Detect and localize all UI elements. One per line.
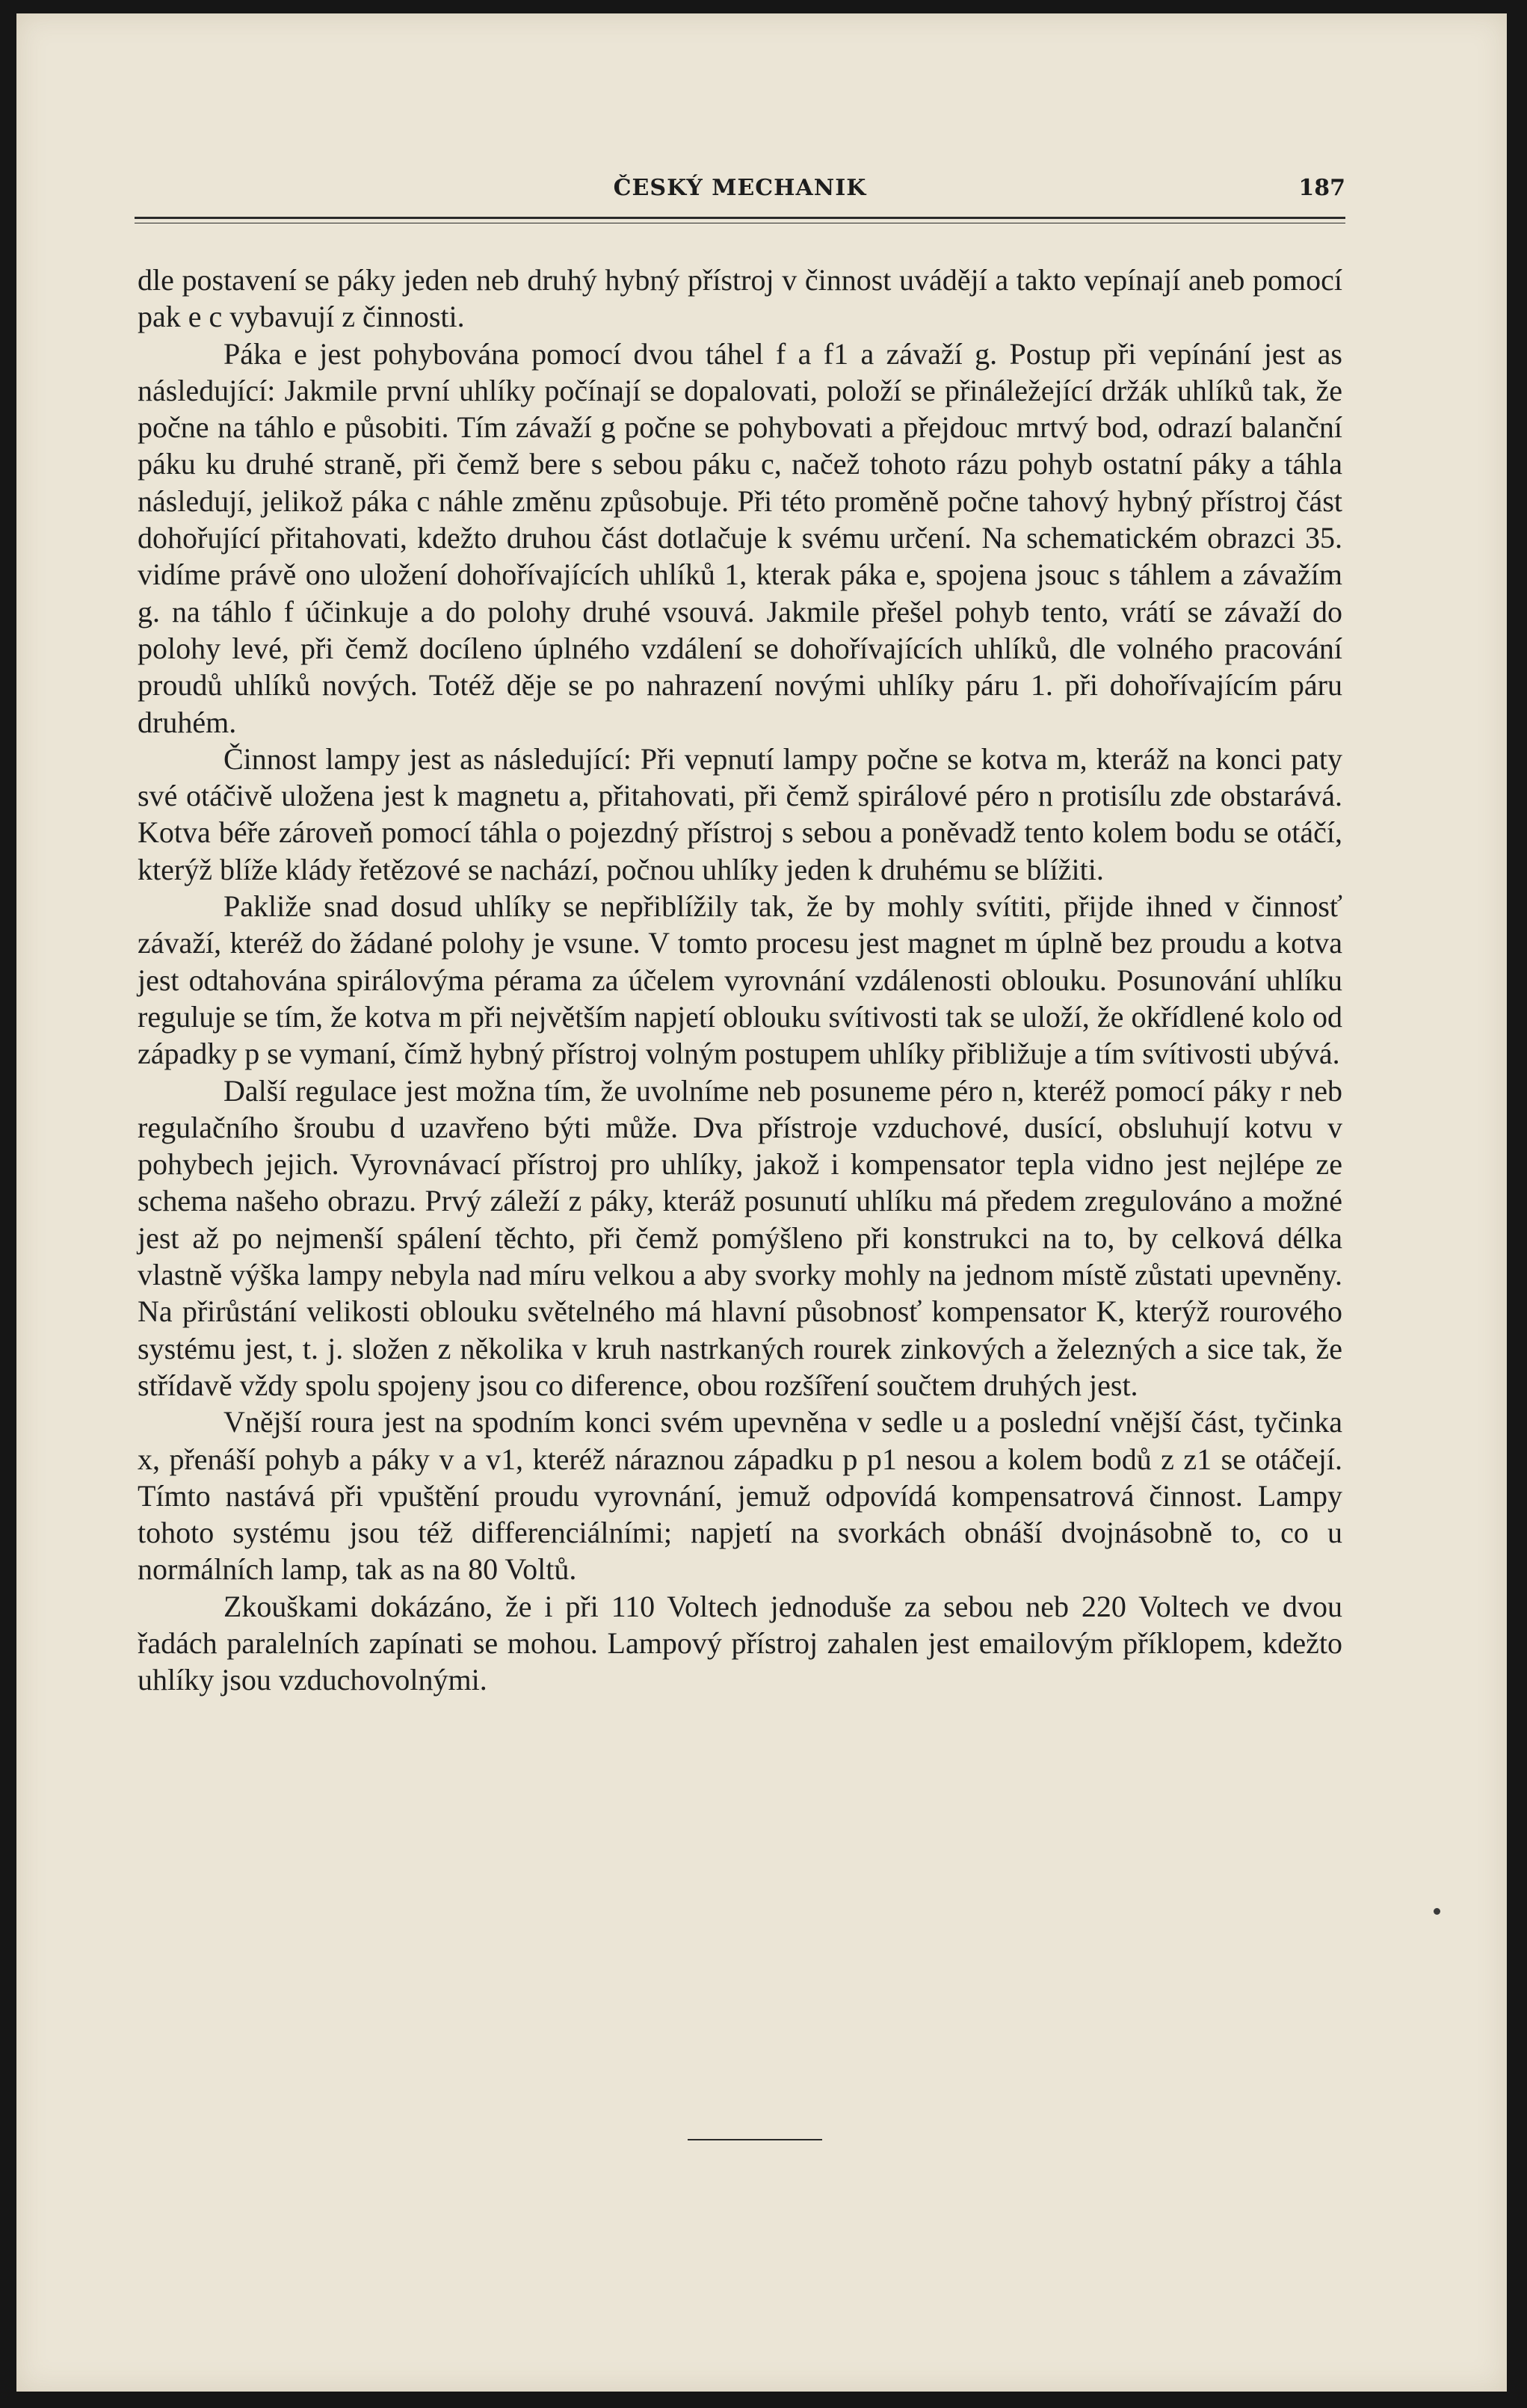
margin-dot <box>1434 1908 1440 1915</box>
paragraph: Vnější roura jest na spodním konci svém upevněna v sedle u a poslední vnější část, tyčinka x, přenáší pohyb a páky v a v1, kteréž náraznou západku p p1 nesou a kolem bodů z z1 se otáčejí. Tímto nastává při vpuštění proudu vyrovnání, jemuž odpovídá kompensatrová činnost. Lampy tohoto systému jsou též differenciálními; napjetí na svorkách obnáší dvojnásobně to, co u normálních lamp, tak as na 80 Voltů. <box>138 1405 1342 1587</box>
page-number: 187 <box>1298 175 1345 201</box>
body-text <box>138 262 1342 1699</box>
end-rule <box>688 2139 822 2140</box>
paragraph: Páka e jest pohybována pomocí dvou táhel f a f1 a závaží g. Postup při vepínání jest as následující: Jakmile první uhlíky počínají se dopalovati, položí se přináležející držák uhlíků tak, že počne na táhlo e působiti. Tím závaží g počne se pohybovati a přejdouc mrtvý bod, odrazí balanční páku ku druhé straně, při čemž bere s sebou páku c, načež tohoto rázu pohyb ostatní páky a táhla následují, jelikož páka c náhle změnu způsobuje. Při této proměně počne tahový hybný přístroj část dohořující přitahovati, kdežto druhou část dotlačuje k svému určení. Na schematickém obrazci 35. vidíme právě ono uložení dohořívajících uhlíků 1, kterak páka e, spojena jsouc s táhlem a závažím g. na táhlo f účinkuje a do polohy druhé vsouvá. Jakmile přešel pohyb tento, vrátí se závaží do polohy levé, při čemž docíleno úplného vzdálení se dohořívajících uhlíků, dle volného pracování proudů uhlíků nových. Totéž děje se po nahrazení novými uhlíky páru 1. při dohořívajícím páru druhém. <box>138 336 1342 739</box>
paragraph: Činnost lampy jest as následující: Při vepnutí lampy počne se kotva m, kteráž na konci paty své otáčivě uložena jest k magnetu a, přitahovati, při čemž spirálové péro n protisílu zde obstarává. Kotva béře zároveň pomocí táhla o pojezdný přístroj s sebou a poněvadž tento kolem bodu se otáčí, kterýž blíže klády řetězové se nachází, počnou uhlíky jeden k druhému se blížiti. <box>138 741 1342 886</box>
page-header <box>135 166 1345 211</box>
paragraph: dle postavení se páky jeden neb druhý hybný přístroj v činnost uvádějí a takto vepínají aneb pomocí pak e c vybavují z činnosti. <box>138 263 1342 334</box>
paragraph: Zkouškami dokázáno, že i při 110 Voltech jednoduše za sebou neb 220 Voltech ve dvou řadách paralelních zapínati se mohou. Lampový přístroj zahalen jest emailovým příklopem, kdežto uhlíky jsou vzduchovolnými. <box>138 1589 1342 1697</box>
header-rule-thick <box>135 217 1345 219</box>
running-title: ČESKÝ MECHANIK <box>613 175 867 201</box>
paragraph: Další regulace jest možna tím, že uvolníme neb posuneme péro n, kteréž pomocí páky r neb regulačního šroubu d uzavřeno býti může. Dva přístroje vzduchové, dusící, obsluhují kotvu v pohybech jejich. Vyrovnávací přístroj pro uhlíky, jakož i kompensator tepla vidno jest nejlépe ze schema našeho obrazu. Prvý záleží z páky, kteráž posunutí uhlíku má předem zregulováno a možné jest až po nejmenší spálení těchto, při čemž pomýšleno při konstrukci na to, by celková délka vlastně výška lampy nebyla nad míru velkou a aby svorky mohly na jednom místě zůstati upevněny. Na přirůstání velikosti oblouku světelného má hlavní působnosť kompensator K, kterýž rourového systému jest, t. j. složen z několika v kruh nastrkaných rourek zinkových a železných a sice tak, že střídavě vždy spolu spojeny jsou co diference, obou rozšíření součtem druhých jest. <box>138 1073 1342 1402</box>
paragraph: Pakliže snad dosud uhlíky se nepřiblížily tak, že by mohly svítiti, přijde ihned v činnosť závaží, kteréž do žádané polohy je vsune. V tomto procesu jest magnet m úplně bez proudu a kotva jest odtahována spirálovýma pérama za účelem vyrovnání vzdálenosti oblouku. Posunování uhlíku reguluje se tím, že kotva m při největším napjetí oblouku svítivosti tak se uloží, že okřídlené kolo od západky p se vymaní, čímž hybný přístroj volným postupem uhlíky přibližuje a tím svítivosti ubývá. <box>138 889 1342 1071</box>
